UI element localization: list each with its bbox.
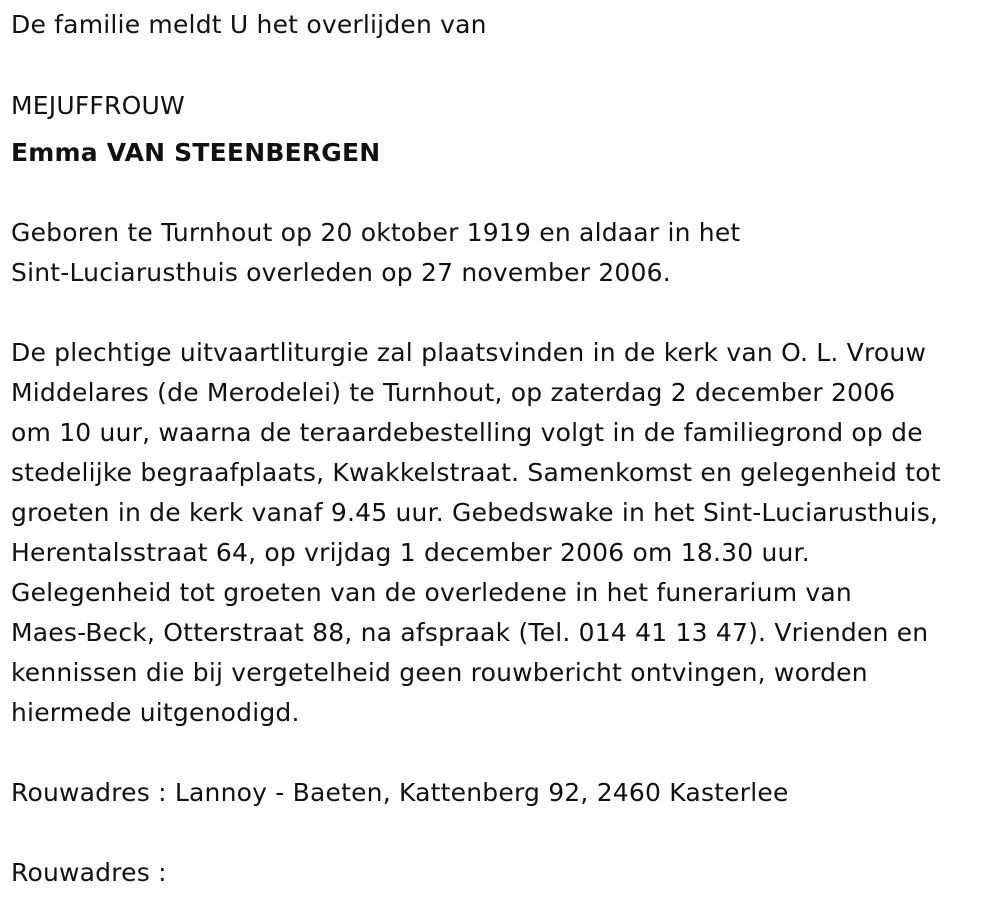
birth-line: Geboren te Turnhout op 20 oktober 1919 en aldaar in het (11, 218, 741, 247)
mourning-address-1: Rouwadres : Lannoy - Baeten, Kattenberg 92, 2460 Kasterlee (11, 778, 789, 807)
funeral-line: Maes-Beck, Otterstraat 88, na afspraak (Tel. 014 41 13 47). Vrienden en (11, 618, 929, 647)
title-text: MEJUFFROUW (11, 91, 185, 120)
funeral-line: groeten in de kerk vanaf 9.45 uur. Gebedswake in het Sint-Luciarusthuis, (11, 498, 939, 527)
birth-paragraph (11, 213, 986, 293)
funeral-line: Middelares (de Merodelei) te Turnhout, op zaterdag 2 december 2006 (11, 378, 896, 407)
funeral-line: De plechtige uitvaartliturgie zal plaatsvinden in de kerk van O. L. Vrouw (11, 338, 927, 367)
funeral-line: kennissen die bij vergetelheid geen rouwbericht ontvingen, worden (11, 658, 868, 687)
funeral-line: om 10 uur, waarna de teraardebestelling volgt in de familiegrond op de (11, 418, 923, 447)
deceased-name: Emma VAN STEENBERGEN (11, 138, 381, 167)
funeral-line: hiermede uitgenodigd. (11, 698, 300, 727)
mourning-address-2: Rouwadres : (11, 858, 167, 887)
funeral-paragraph (11, 333, 986, 733)
funeral-line: Herentalsstraat 64, op vrijdag 1 december 2006 om 18.30 uur. (11, 538, 810, 567)
funeral-line: stedelijke begraafplaats, Kwakkelstraat. Samenkomst en gelegenheid tot (11, 458, 941, 487)
birth-line: Sint-Luciarusthuis overleden op 27 november 2006. (11, 258, 671, 287)
funeral-line: Gelegenheid tot groeten van de overledene in het funerarium van (11, 578, 852, 607)
intro-text: De familie meldt U het overlijden van (11, 10, 487, 39)
